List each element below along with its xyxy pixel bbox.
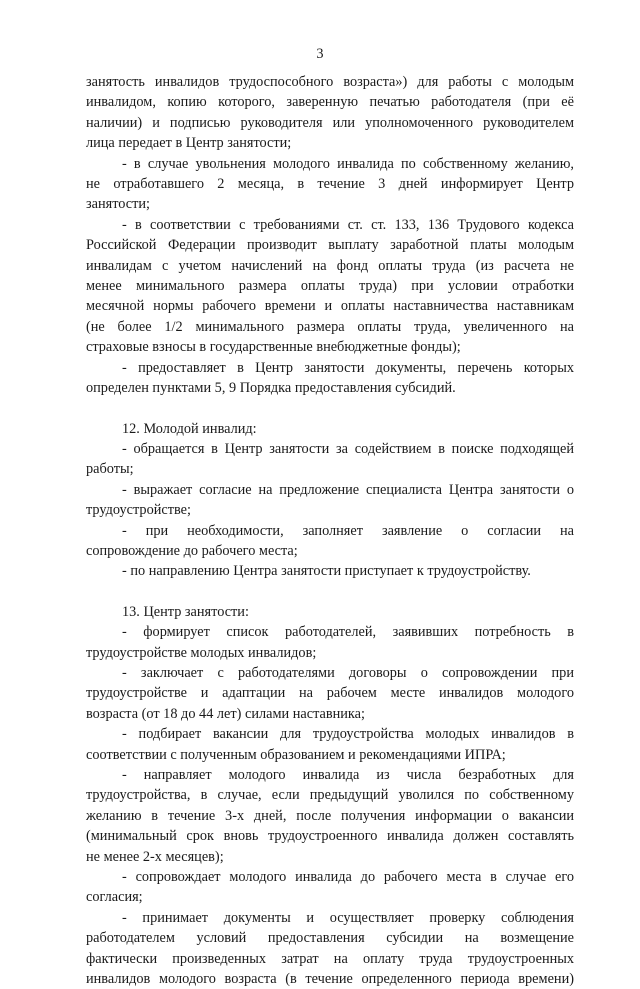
text-line: работы; [86,461,134,478]
text-line: инвалидов молодого возраста (в течение определенного периода времени) [86,971,574,988]
paragraph-gap [86,582,574,602]
paragraph [86,72,574,154]
text-line: возраста (от 18 до 44 лет) силами наставника; [86,705,365,722]
text-line: - в случае увольнения молодого инвалида по собственному желанию, [122,155,574,172]
paragraph [86,908,574,989]
text-line: работодателем условий предоставления субсидии на возмещение [86,930,574,947]
text-line: (минимальный срок вновь трудоустроенного инвалида должен составлять [86,828,574,845]
text-line: - направляет молодого инвалида из числа безработных для [122,767,574,783]
text-line: (не более 1/2 минимального размера оплаты труда, увеличенного на [86,318,574,335]
paragraph [86,561,574,581]
paragraph [86,663,574,724]
text-line: желанию в течение 3-х дней, после получения информации о вакансии [86,807,574,824]
text-line: трудоустройства, в случае, если предыдущий уволился по собственному [86,787,574,804]
paragraph-gap [86,399,574,419]
paragraph [86,602,574,622]
text-line: - подбирает вакансии для трудоустройства молодых инвалидов в [122,726,574,743]
text-line: 12. Молодой инвалид: [122,420,257,437]
paragraph [86,480,574,521]
text-line: менее минимального размера оплаты труда) при условии отработки [86,278,574,295]
text-line: 13. Центр занятости: [122,603,249,620]
text-line: - выражает согласие на предложение специалиста Центра занятости о [122,481,574,498]
paragraph [86,154,574,215]
text-line: трудоустройстве; [86,502,191,519]
text-line: трудоустройстве и адаптации на рабочем месте инвалидов молодого [86,685,574,702]
text-line: - заключает с работодателями договоры о сопровождении при [122,664,574,681]
text-line: трудоустройстве молодых инвалидов; [86,644,317,661]
text-line: - при необходимости, заполняет заявление о согласии на [122,522,574,539]
paragraph [86,622,574,663]
text-line: не отработавшего 2 месяца, в течение 3 дней информирует Центр [86,176,574,193]
paragraph [86,521,574,562]
paragraph [86,358,574,399]
text-line: инвалидам с учетом начислений на фонд оплаты труда (из расчета не [86,257,574,274]
paragraph [86,439,574,480]
text-line: - по направлению Центра занятости приступает к трудоустройству. [122,563,531,580]
paragraph [86,867,574,908]
text-line: месячной нормы рабочего времени и оплаты наставничества наставникам [86,298,574,315]
paragraph [86,215,574,358]
paragraph [86,765,574,867]
document-body [86,72,574,989]
text-line: не менее 2-х месяцев); [86,848,224,865]
text-line: страховые взносы в государственные внебюджетные фонды); [86,339,461,356]
text-line: сопровождение до рабочего места; [86,542,298,559]
text-line: согласия; [86,889,143,906]
text-line: - обращается в Центр занятости за содействием в поиске подходящей [122,440,574,457]
text-line: лица передает в Центр занятости; [86,135,292,152]
paragraph [86,724,574,765]
paragraph [86,419,574,439]
text-line: фактически произведенных затрат на оплату труда трудоустроенных [86,950,574,967]
page-number: 3 [316,46,324,62]
text-line: определен пунктами 5, 9 Порядка предоставления субсидий. [86,380,456,397]
text-line: Российской Федерации производит выплату заработной платы молодым [86,237,574,254]
text-line: - предоставляет в Центр занятости документы, перечень которых [122,359,574,376]
text-line: инвалидом, копию которого, заверенную печатью работодателя (при её [86,94,574,111]
text-line: наличии) и подписью руководителя или уполномоченного руководителем [86,114,574,131]
text-line: - в соответствии с требованиями ст. ст. 133, 136 Трудового кодекса [122,216,574,233]
text-line: занятости; [86,196,151,213]
text-line: - формирует список работодателей, заявивших потребность в [122,624,574,641]
text-line: - сопровождает молодого инвалида до рабочего места в случае его [122,869,574,886]
text-line: занятость инвалидов трудоспособного возраста») для работы с молодым [86,74,574,90]
text-line: - принимает документы и осуществляет проверку соблюдения [122,909,574,926]
text-line: соответствии с полученным образованием и рекомендациями ИПРА; [86,746,506,763]
